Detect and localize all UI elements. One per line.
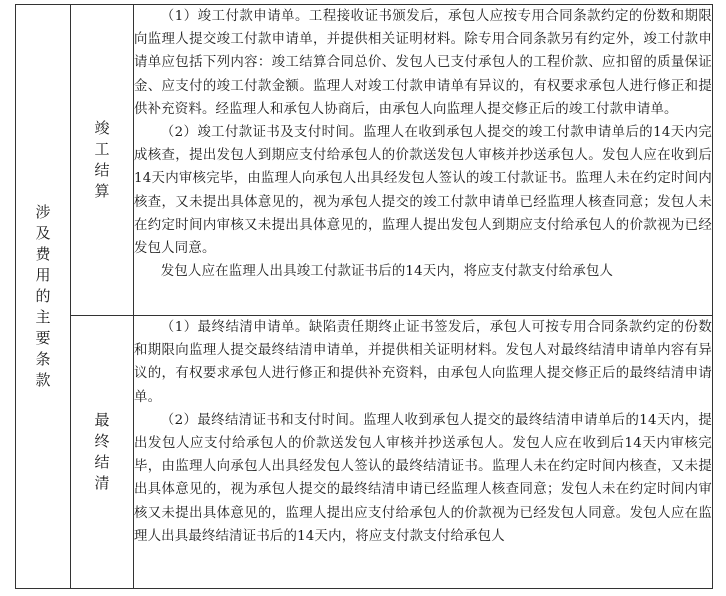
section-label-completion-settlement: 竣工结算 bbox=[94, 119, 110, 200]
section-label-cell bbox=[71, 5, 134, 316]
paragraph: （2）最终结清证书和支付时间。监理人收到承包人提交的最终结清申请单后的14天内，提出发包人应支付给承包人的价款送发包人审核并抄送承包人。发包人应在收到后14天内审核完毕，由监理人向承包人出具经发包人签认的最终结清证书。监理人未在约定时间内核查，又未提出具体意见的，视为承包人提交的最终结清申请已经监理人核查同意；发包人未在约定时间内审核又未提出具体意见的，监理人提出应支付给承包人的价款视为已经发包人同意。发包人应在监理人出具最终结清证书后的14天内，将应支付款支付给承包人 bbox=[134, 412, 712, 544]
paragraph: （1）最终结清申请单。缺陷责任期终止证书签发后，承包人可按专用合同条款约定的份数和期限向监理人提交最终结清申请单，并提供相关证明材料。发包人对最终结清申请单内容有异议的，有权要求承包人进行修正和提供补充资料，由承包人向监理人提交修正后的最终结清申请单。 bbox=[134, 320, 712, 405]
paragraph: （1）竣工付款申请单。工程接收证书颁发后，承包人应按专用合同条款约定的份数和期限向监理人提交竣工付款申请单，并提供相关证明材料。除专用合同条款另有约定外，竣工付款申请单应包括下列内容：竣工结算合同总价、发包人已支付承包人的工程价款、应扣留的质量保证金、应支付的竣工付款金额。监理人对竣工付款申请单有异议的，有权要求承包人进行修正和提供补充资料。经监理人和承包人协商后，由承包人向监理人提交修正后的竣工付款申请单。 bbox=[134, 9, 712, 117]
section-content-final-settlement bbox=[134, 316, 713, 589]
section-label-cell bbox=[71, 316, 134, 589]
clauses-table bbox=[15, 4, 713, 589]
main-category-cell bbox=[16, 5, 71, 589]
paragraph: （2）竣工付款证书及支付时间。监理人在收到承包人提交的竣工付款申请单后的14天内完成核查，提出发包人到期应支付给承包人的价款送发包人审核并抄送承包人。发包人应在收到后14天内审核完毕，由监理人向承包人出具经发包人签认的竣工付款证书。监理人未在约定时间内核查，又未提出具体意见的，视为承包人提交的竣工付款申请单已经监理人核查同意；发包人未在约定时间内审核又未提出具体意见的，监理人提出发包人到期应支付给承包人的价款视为已经发包人同意。 bbox=[134, 125, 712, 257]
section-content-completion-settlement bbox=[134, 5, 713, 316]
main-category-label: 涉及费用的主要条款 bbox=[35, 203, 51, 389]
table-row bbox=[16, 5, 713, 316]
table-row bbox=[16, 316, 713, 589]
section-label-final-settlement: 最终结清 bbox=[94, 411, 110, 492]
paragraph: 发包人应在监理人出具竣工付款证书后的14天内，将应支付款支付给承包人 bbox=[160, 264, 614, 280]
